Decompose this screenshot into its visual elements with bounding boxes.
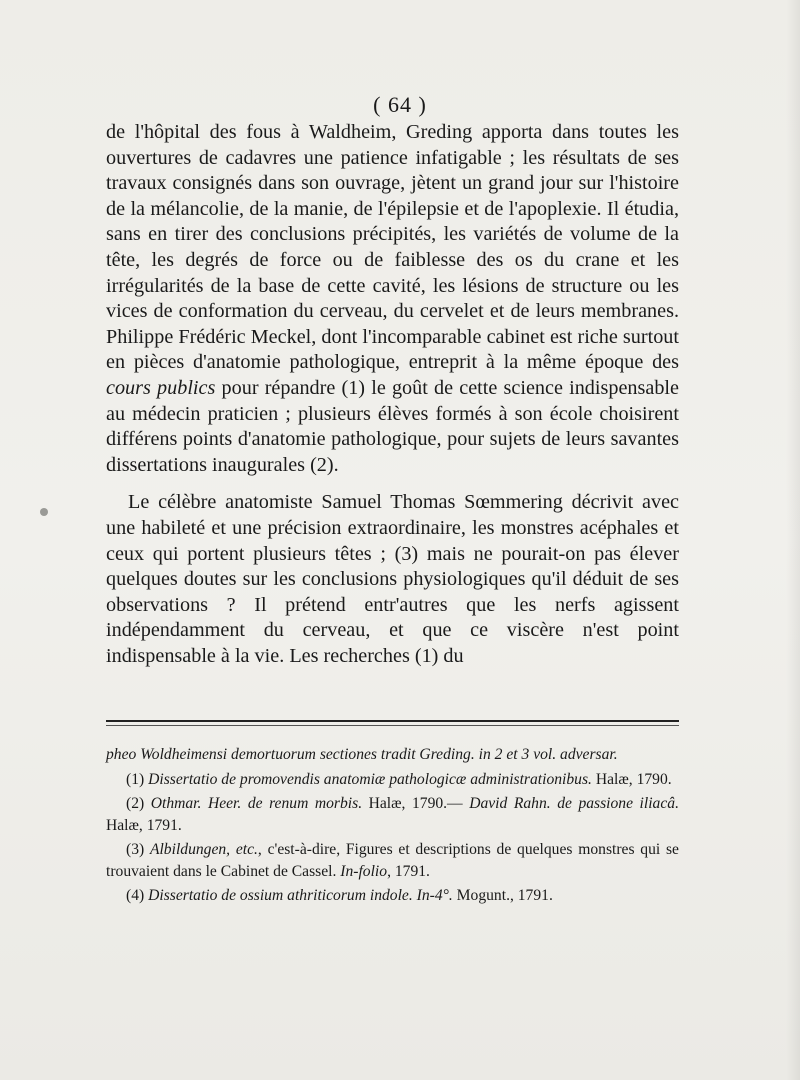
page-edge-shadow xyxy=(786,0,800,1080)
footnote-3-year: , 1791. xyxy=(387,862,430,880)
paragraph-2: Le célèbre anatomiste Samuel Thomas Sœmmering décrivit avec une habileté et une précision extraordinaire, les monstres acéphales et ceux qui portent plusieurs têtes ; (3) mais ne pourait-on pas élever quelques doutes sur les conclusions physiologiques qu'il déduit de ses observations ? Il prétend entr'autres que les nerfs agissent indépendamment du cerveau, et que ce viscère n'est point indispensable à la vie. Les recherches (1) du xyxy=(106,491,679,667)
footnote-rule xyxy=(106,720,679,722)
footnote-4 xyxy=(106,885,679,907)
footnote-1-mark: (1) xyxy=(126,770,149,788)
footnote-3 xyxy=(106,839,679,882)
footnote-rule-thin xyxy=(106,725,679,726)
footnote-4-mark: (4) xyxy=(126,887,149,904)
footnote-1-rest: Halæ, 1790. xyxy=(591,770,672,788)
footnote-2-rest-b: Halæ, 1791. xyxy=(106,816,182,834)
paragraph-1-italic: cours publics xyxy=(106,376,216,399)
paragraph-1-text-b: pour répandre (1) le goût de cette science indispensable au médecin praticien ; plusieurs élèves formés à son école choisirent différens points d'anatomie pathologique, pour sujets de leurs savantes dissertations inaugurales (2). xyxy=(106,376,679,476)
footnote-2-mark: (2) xyxy=(126,795,151,812)
footnote-continuation: pheo Woldheimensi demortuorum sectiones tradit Greding. in 2 et 3 vol. adversar. xyxy=(106,746,618,763)
footnote-2 xyxy=(106,793,679,836)
footnotes xyxy=(106,744,679,910)
page-number: ( 64 ) xyxy=(373,92,427,117)
footnote-4-title: Dissertatio de ossium athriticorum indole. In-4°. xyxy=(148,887,453,904)
footnote-3-format: In-folio xyxy=(340,862,388,880)
footnote-3-title: Albildungen, etc. xyxy=(149,841,258,858)
footnote-2-title-b: David Rahn. de passione iliacâ. xyxy=(469,795,679,812)
paragraph-1 xyxy=(106,120,679,478)
ink-smudge xyxy=(40,508,48,516)
footnote-3-text: , c'est-à-dire, Figures et descriptions de quelques monstres qui se trouvaient dans le Cabinet de Cassel. xyxy=(106,841,679,880)
footnote-2-rest-a: Halæ, 1790.— xyxy=(362,795,470,812)
footnote-4-rest: Mogunt., 1791. xyxy=(452,887,553,904)
footnote-3-mark: (3) xyxy=(126,841,150,858)
body-text xyxy=(106,120,679,669)
footnote-2-title-a: Othmar. Heer. de renum morbis. xyxy=(150,795,363,812)
footnote-1-title: Dissertatio de promovendis anatomiæ pathologicæ administrationibus. xyxy=(148,770,592,788)
footnote-1 xyxy=(106,769,679,791)
paragraph-1-text-a: de l'hôpital des fous à Waldheim, Greding apporta dans toutes les ouvertures de cadavres une patience infatigable ; les résultats de ses travaux consignés dans son ouvrage, jètent un grand jour sur l'histoire de la mélancolie, de la manie, de l'épilepsie et de l'apoplexie. Il étudia, sans en tirer des conclusions précipités, les variétés de volume de la tête, les degrés de force ou de faiblesse des os du crane et les irrégularités de la base de cette cavité, les lésions de structure ou les vices de conformation du cerveau, du cervelet et de leurs membranes. Philippe Frédéric Meckel, dont l'incomparable cabinet est riche surtout en pièces d'anatomie pathologique, entreprit à la même époque des xyxy=(106,121,679,374)
